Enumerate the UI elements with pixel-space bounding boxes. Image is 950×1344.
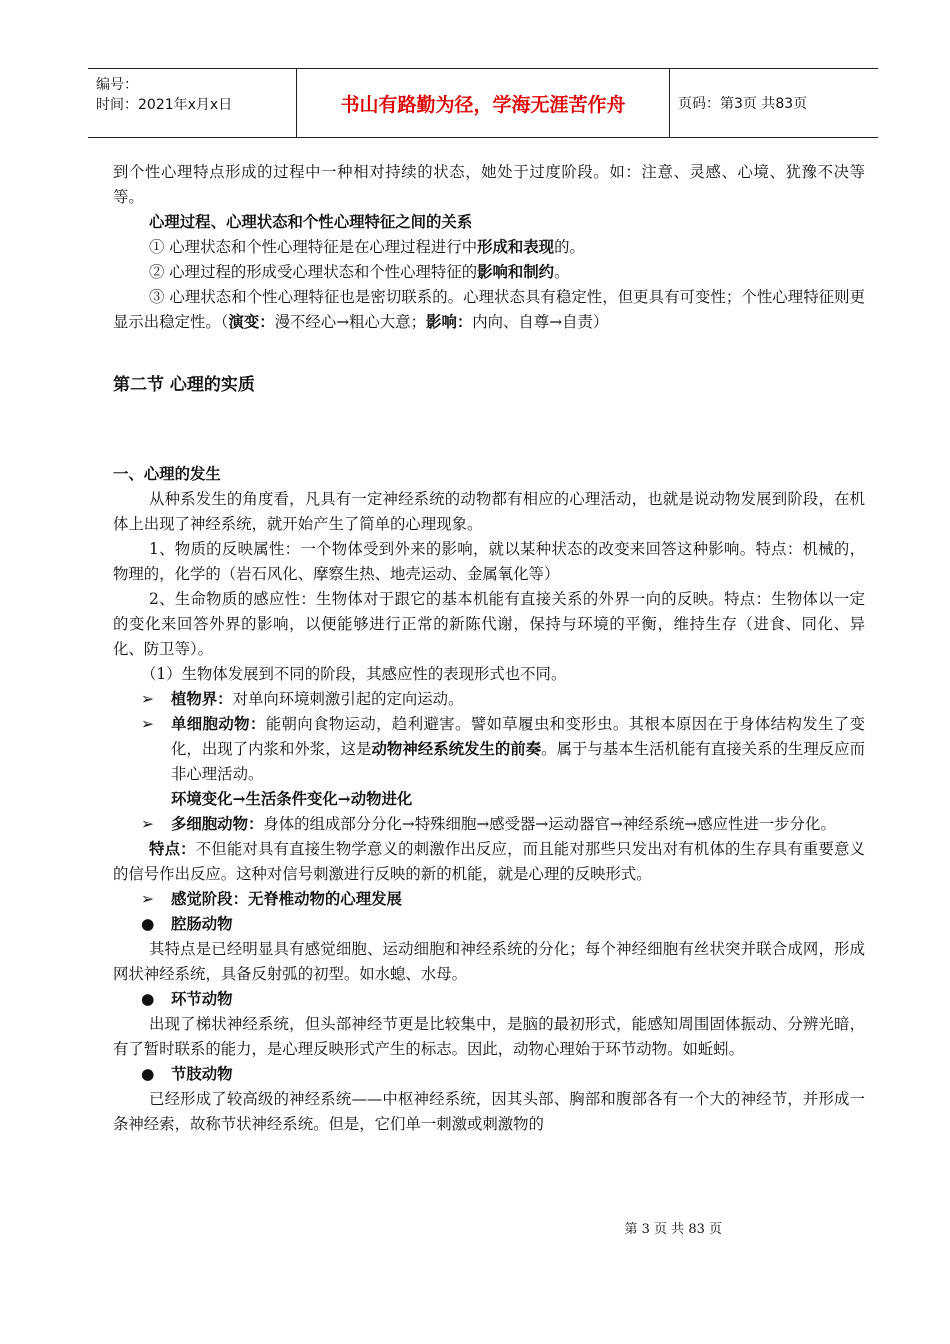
bullet-heading-annelid: ● 环节动物 bbox=[113, 987, 865, 1012]
relation-item-1: ① 心理状态和个性心理特征是在心理过程进行中形成和表现的。 bbox=[149, 238, 585, 256]
bullet-heading-arthropod: ● 节肢动物 bbox=[113, 1062, 865, 1087]
document-body bbox=[113, 160, 865, 1137]
list-item-sense-stage: ➢ 感觉阶段：无脊椎动物的心理发展 bbox=[113, 887, 865, 912]
header-page-info: 页码：第3页 共83页 bbox=[678, 96, 808, 112]
arrow-bullet-icon: ➢ bbox=[141, 890, 154, 908]
dot-bullet-icon: ● bbox=[141, 1065, 155, 1083]
arrow-bullet-icon: ➢ bbox=[141, 715, 154, 733]
section-title: 第二节 心理的实质 bbox=[113, 375, 255, 395]
relation-item-2: ② 心理过程的形成受心理状态和个性心理特征的影响和制约。 bbox=[149, 263, 570, 281]
paragraph: 其特点是已经明显具有感觉细胞、运动细胞和神经系统的分化；每个神经细胞有丝状突并联合成网，形成网状神经系统，具备反射弧的初型。如水螅、水母。 bbox=[113, 940, 865, 983]
list-item-plant: ➢ 植物界：对单向环境刺激引起的定向运动。 bbox=[113, 687, 865, 712]
paragraph: 1、物质的反映属性：一个物体受到外来的影响，就以某种状态的改变来回答这种影响。特点：机械的，物理的，化学的（岩石风化、摩察生热、地壳运动、金属氧化等） bbox=[113, 540, 865, 583]
arrow-bullet-icon: ➢ bbox=[141, 690, 154, 708]
bullet-heading-coelenterate: ● 腔肠动物 bbox=[113, 912, 865, 937]
dot-bullet-icon: ● bbox=[141, 915, 155, 933]
list-item-multicellular: ➢ 多细胞动物：身体的组成部分分化→特殊细胞→感受器→运动器官→神经系统→感应性进一步分化。 bbox=[113, 812, 865, 837]
relation-item-3: ③ 心理状态和个性心理特征也是密切联系的。心理状态具有稳定性，但更具有可变性；个性心理特征则更显示出稳定性。（演变：漫不经心→粗心大意；影响：内向、自尊→自责） bbox=[113, 288, 865, 331]
paragraph: （1）生物体发展到不同的阶段，其感应性的表现形式也不同。 bbox=[141, 665, 567, 683]
paragraph: 到个性心理特点形成的过程中一种相对持续的状态，她处于过度阶段。如：注意、灵感、心境、犹豫不决等等。 bbox=[113, 163, 865, 206]
relation-heading: 心理过程、心理状态和个性心理特征之间的关系 bbox=[149, 213, 473, 231]
dot-bullet-icon: ● bbox=[141, 990, 155, 1008]
page-header bbox=[88, 68, 878, 138]
header-motto: 书山有路勤为径，学海无涯苦作舟 bbox=[296, 69, 670, 137]
footer-page-number: 第 3 页 共 83 页 bbox=[624, 1222, 722, 1237]
time-label: 时间：2021年x月x日 bbox=[96, 97, 233, 113]
paragraph: 出现了梯状神经系统，但头部神经节更是比较集中，是脑的最初形式，能感知周围固体振动、分辨光暗，有了暂时联系的能力，是心理反映形式产生的标志。因此，动物心理始于环节动物。如蚯蚓。 bbox=[113, 1015, 865, 1058]
header-meta bbox=[88, 69, 296, 137]
paragraph: 从种系发生的角度看，凡具有一定神经系统的动物都有相应的心理活动，也就是说动物发展到阶段，在机体上出现了神经系统，就开始产生了简单的心理现象。 bbox=[113, 490, 865, 533]
list-item-unicellular: ➢ 单细胞动物：能朝向食物运动，趋利避害。譬如草履虫和变形虫。其根本原因在于身体结构发生了变化，出现了内浆和外浆，这是动物神经系统发生的前奏。属于与基本生活机能有直接关系的生理反应而非心理活动。 bbox=[113, 712, 865, 787]
arrow-bullet-icon: ➢ bbox=[141, 815, 154, 833]
paragraph: 已经形成了较高级的神经系统——中枢神经系统，因其头部、胸部和腹部各有一个大的神经节，并形成一条神经索，故称节状神经系统。但是，它们单一刺激或刺激物的 bbox=[113, 1090, 865, 1133]
number-label: 编号： bbox=[96, 77, 138, 93]
paragraph: 2、生命物质的感应性：生物体对于跟它的基本机能有直接关系的外界一向的反映。特点：生物体以一定的变化来回答外界的影响，以便能够进行正常的新陈代谢，保持与环境的平衡，维持生存（进食、同化、异化、防卫等）。 bbox=[113, 590, 865, 658]
subsection-heading: 一、心理的发生 bbox=[113, 465, 221, 483]
feature-paragraph: 特点：不但能对具有直接生物学意义的刺激作出反应，而且能对那些只发出对有机体的生存具有重要意义的信号作出反应。这种对信号刺激进行反映的新的机能，就是心理的反映形式。 bbox=[113, 840, 865, 883]
evolution-line: 环境变化→生活条件变化→动物进化 bbox=[171, 790, 413, 808]
